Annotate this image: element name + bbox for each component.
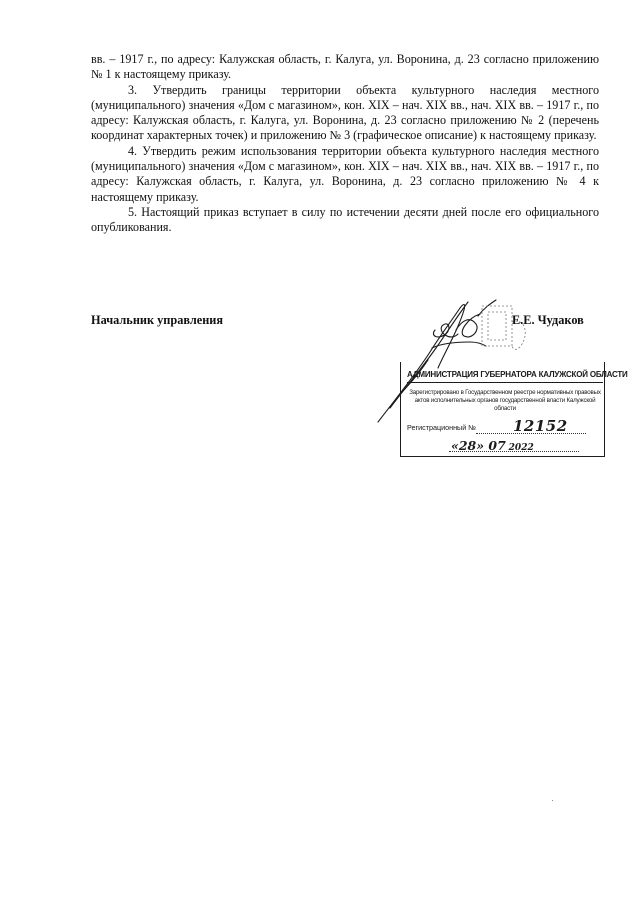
stamp-date-day: 28 xyxy=(458,438,477,453)
paragraph-item-3: 3. Утвердить границы территории объекта культурного наследия местного (муниципального) значения «Дом с магазином», кон. XIX – нач. XIX вв., нач. XIX вв. – 1917 г., по адресу: Калужская область, г. Калуга, ул. Воронина, д. 23 согласно приложению № 2 (перечень координат характерных точек) и приложению № 3 (графическое описание) к настоящему приказу. xyxy=(91,82,599,143)
paragraph-item-4: 4. Утвердить режим использования территории объекта культурного наследия местного (муниципального) значения «Дом с магазином», кон. XIX – нач. XIX вв., нач. XIX вв. – 1917 г., по адресу: Калужская область, г. Калуга, ул. Воронина, д. 23 согласно приложению № 4 к настоящему приказу. xyxy=(91,143,599,204)
scan-speck xyxy=(552,800,553,801)
registration-stamp xyxy=(400,362,628,457)
stamp-header: АДМИНИСТРАЦИЯ ГУБЕРНАТОРА КАЛУЖСКОЙ ОБЛАСТИ xyxy=(407,370,603,383)
stamp-date-year: 2022 xyxy=(508,443,534,453)
stamp-registration-date: «28» 07 2022 xyxy=(451,438,534,453)
stamp-date-line xyxy=(449,451,579,452)
signer-name: Е.Е. Чудаков xyxy=(512,313,584,327)
stamp-registration-note: Зарегистрировано в Государственном реестре нормативных правовых актов исполнительных органов государственной власти Калужской области xyxy=(409,389,601,413)
round-seal-fragment xyxy=(478,292,533,364)
signer-title: Начальник управления xyxy=(91,313,224,327)
order-body-text xyxy=(91,52,599,236)
stamp-date-month: 07 xyxy=(488,438,506,453)
stamp-registration-label: Регистрационный № xyxy=(407,423,476,432)
stamp-registration-number: 12152 xyxy=(513,417,568,435)
paragraph-item-5: 5. Настоящий приказ вступает в силу по истечении десяти дней после его официального опубликования. xyxy=(91,204,599,235)
paragraph-continuation: вв. – 1917 г., по адресу: Калужская область, г. Калуга, ул. Воронина, д. 23 согласно приложению № 1 к настоящему приказу. xyxy=(91,52,599,82)
